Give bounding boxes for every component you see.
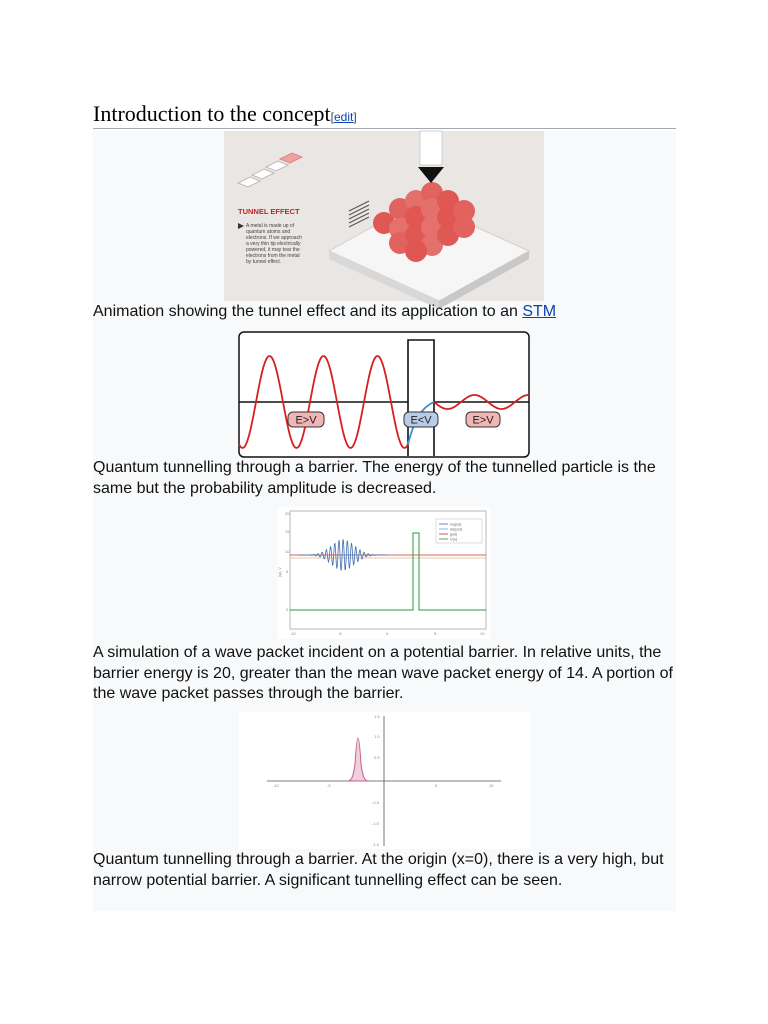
edit-section-link-wrapper	[331, 110, 357, 124]
y-axis-label: |ψ|, V	[277, 567, 282, 577]
tunnel-effect-title: TUNNEL EFFECT	[238, 207, 300, 216]
desc-line: powered, it may tear the	[246, 247, 300, 253]
svg-text:10: 10	[480, 631, 485, 636]
svg-text:-10: -10	[273, 783, 279, 788]
edit-section-link[interactable]: edit	[334, 110, 354, 124]
figure-caption-2: Quantum tunnelling through a barrier. The energy of the tunnelled particle is the same but the probability amplitude is decreased.	[93, 459, 656, 497]
narrow-barrier-plot	[239, 712, 530, 849]
svg-text:0: 0	[386, 631, 389, 636]
wave-packet-simulation-plot	[278, 507, 490, 639]
energy-label-middle	[404, 412, 438, 427]
svg-text:-1.5: -1.5	[372, 842, 379, 847]
svg-text:20: 20	[285, 511, 290, 516]
svg-text:-5: -5	[338, 631, 342, 636]
svg-text:10: 10	[285, 549, 290, 554]
legend-item: im(psi)	[450, 526, 462, 532]
stm-link[interactable]: STM	[522, 303, 557, 320]
desc-line: by tunnel effect.	[246, 259, 282, 265]
svg-text:1.5: 1.5	[374, 714, 380, 719]
edit-bracket-open: [	[330, 110, 334, 124]
desc-line: a very thin tip electrically	[246, 241, 301, 247]
energy-label-right	[466, 412, 500, 427]
section-title: Introduction to the concept	[93, 101, 331, 126]
label-e-gt-v-left: E>V	[295, 414, 317, 427]
plot-legend	[436, 519, 482, 543]
tunnel-effect-illustration	[224, 131, 544, 301]
svg-text:-5: -5	[327, 783, 331, 788]
figure-caption-4: Quantum tunnelling through a barrier. At the origin (x=0), there is a very high, but narrow potential barrier. A significant tunnelling effect can be seen.	[93, 851, 664, 889]
section-heading	[93, 100, 676, 129]
figure-caption-1	[93, 302, 683, 323]
label-e-lt-v: E<V	[410, 414, 432, 427]
energy-label-left	[288, 412, 324, 427]
legend-item: V(x)	[450, 536, 458, 542]
caption-text: Animation showing the tunnel effect and its application to an	[93, 303, 523, 320]
legend-item: re(psi)	[450, 521, 462, 527]
svg-text:-0.5: -0.5	[372, 800, 379, 805]
svg-text:0.5: 0.5	[374, 755, 380, 760]
svg-text:10: 10	[489, 783, 494, 788]
desc-line: electrons from the metal	[246, 253, 300, 259]
desc-line: A metal is made up of	[246, 223, 295, 229]
legend-item: |psi|	[450, 531, 458, 537]
barrier-wave-diagram	[238, 331, 530, 458]
svg-text:5: 5	[434, 631, 437, 636]
desc-line: quantum atoms and	[246, 229, 291, 235]
svg-text:15: 15	[285, 529, 290, 534]
label-e-gt-v-right: E>V	[472, 414, 494, 427]
edit-bracket-close: ]	[353, 110, 357, 124]
desc-line: electrons. If we approach	[246, 235, 302, 241]
svg-text:5: 5	[435, 783, 438, 788]
svg-text:-10: -10	[290, 631, 296, 636]
svg-text:-1.0: -1.0	[372, 821, 379, 826]
figure-caption-3: A simulation of a wave packet incident on a potential barrier. In relative units, the barrier energy is 20, greater than the mean wave packet energy of 14. A portion of the wave packet passes through the barrier.	[93, 644, 673, 702]
svg-text:5: 5	[286, 569, 289, 574]
svg-text:1.0: 1.0	[374, 734, 380, 739]
svg-text:0: 0	[286, 607, 289, 612]
